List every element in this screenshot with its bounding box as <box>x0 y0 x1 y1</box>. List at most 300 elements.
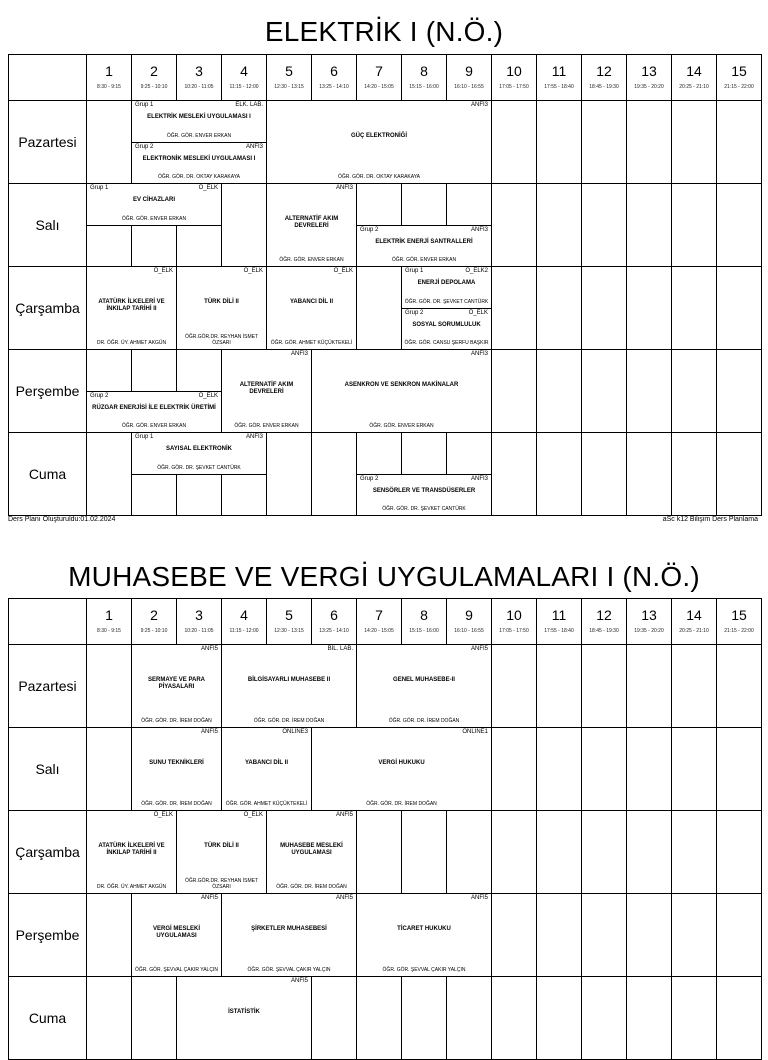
lesson-teacher: ÖĞR. GÖR. CANSU ŞERFU BAŞKIR <box>404 340 489 346</box>
lesson-block[interactable] <box>131 893 222 977</box>
lesson-teacher: ÖĞR. GÖR. ENVER ERKAN <box>121 423 187 429</box>
empty-slot <box>717 433 762 516</box>
empty-slot <box>402 977 447 1060</box>
lesson-room: ANFİ3 <box>335 185 353 191</box>
lesson-room: O_ELK <box>468 310 488 316</box>
period-header <box>177 599 222 645</box>
lesson-room: ANFİ5 <box>470 646 488 652</box>
empty-slot <box>447 811 492 894</box>
period-time: 14:20 - 15:05 <box>364 628 394 634</box>
empty-slot <box>357 811 402 894</box>
lesson-block[interactable] <box>221 727 312 811</box>
period-time: 9:25 - 10:10 <box>140 628 168 634</box>
empty-slot <box>357 267 402 350</box>
empty-slot <box>492 894 537 977</box>
corner-cell <box>9 55 87 101</box>
empty-slot <box>87 101 132 184</box>
lesson-name: VERGİ HUKUKU <box>378 760 425 766</box>
period-number: 15 <box>731 63 747 79</box>
day-label: Pazartesi <box>18 678 77 694</box>
period-time: 16:10 - 16:55 <box>454 84 484 90</box>
empty-slot <box>537 811 582 894</box>
lesson-teacher: DR. ÖĞR. ÜY. AHMET AKGÜN <box>96 340 167 346</box>
lesson-teacher: ÖĞR. GÖR. DR. OKTAY KARAKAYA <box>337 174 421 180</box>
lesson-block[interactable] <box>86 266 177 350</box>
day-label: Cuma <box>28 466 67 482</box>
period-number: 7 <box>375 63 383 79</box>
period-time: 13:25 - 14:10 <box>319 628 349 634</box>
lesson-teacher: ÖĞR. GÖR. DR. ŞEVKET CANTÜRK <box>404 299 489 305</box>
period-header <box>222 599 267 645</box>
period-header <box>87 55 132 101</box>
lesson-block[interactable] <box>401 308 492 350</box>
period-time: 16:10 - 16:55 <box>454 628 484 634</box>
period-time: 15:15 - 16:00 <box>409 84 439 90</box>
empty-slot <box>492 728 537 811</box>
lesson-block[interactable] <box>176 266 267 350</box>
lesson-name: GENEL MUHASEBE-II <box>393 677 455 683</box>
lesson-block[interactable] <box>266 266 357 350</box>
period-number: 6 <box>330 63 338 79</box>
lesson-block[interactable] <box>131 432 267 475</box>
empty-slot <box>627 645 672 728</box>
period-time: 17:05 - 17:50 <box>499 628 529 634</box>
empty-slot <box>627 811 672 894</box>
period-number: 10 <box>506 607 522 623</box>
lesson-name: ALTERNATİF AKIM DEVRELERİ <box>284 216 339 229</box>
empty-slot <box>537 728 582 811</box>
lesson-name: İSTATİSTİK <box>228 1009 260 1015</box>
period-time: 17:55 - 18:40 <box>544 628 574 634</box>
lesson-block[interactable] <box>221 644 357 728</box>
lesson-block[interactable] <box>86 810 177 894</box>
lesson-name: MUHASEBE MESLEKİ UYGULAMASI <box>280 843 343 856</box>
period-time: 17:05 - 17:50 <box>499 84 529 90</box>
lesson-teacher: ÖĞR. GÖR. ENVER ERKAN <box>391 257 457 263</box>
lesson-room: ANFİ5 <box>200 729 218 735</box>
empty-slot <box>582 433 627 516</box>
period-number: 12 <box>596 607 612 623</box>
lesson-room: ONLINE1 <box>462 729 488 735</box>
lesson-block[interactable] <box>131 142 267 184</box>
period-time: 20:25 - 21:10 <box>679 628 709 634</box>
lesson-block[interactable] <box>131 100 267 143</box>
lesson-room: ANFİ5 <box>470 895 488 901</box>
day-cell <box>9 267 87 350</box>
footer-software: aSc k12 Bilişim Ders Planlama <box>662 516 758 523</box>
period-time: 13:25 - 14:10 <box>319 84 349 90</box>
empty-slot <box>672 433 717 516</box>
lesson-name: SOSYAL SORUMLULUK <box>412 322 481 328</box>
empty-slot <box>357 977 402 1060</box>
lesson-room: ANFİ3 <box>470 227 488 233</box>
period-time: 18:45 - 19:30 <box>589 628 619 634</box>
lesson-room: O_ELK <box>243 812 263 818</box>
period-header <box>312 599 357 645</box>
empty-slot <box>402 811 447 894</box>
period-time: 19:35 - 20:20 <box>634 84 664 90</box>
period-time: 17:55 - 18:40 <box>544 84 574 90</box>
lesson-name: YABANCI DİL II <box>244 760 288 766</box>
lesson-name: ALTERNATİF AKIM DEVRELERİ <box>239 382 294 395</box>
lesson-room: O_ELK <box>243 268 263 274</box>
period-number: 10 <box>506 63 522 79</box>
period-number: 5 <box>285 607 293 623</box>
lesson-block[interactable] <box>356 474 492 516</box>
period-header <box>312 55 357 101</box>
empty-slot <box>717 184 762 267</box>
empty-slot <box>537 977 582 1060</box>
lesson-name: ATATÜRK İLKELERİ VE İNKILAP TARİHİ II <box>98 843 165 856</box>
period-number: 4 <box>240 607 248 623</box>
lesson-name: TİCARET HUKUKU <box>397 926 451 932</box>
empty-slot <box>582 101 627 184</box>
lesson-name: YABANCI DİL II <box>289 299 333 305</box>
lesson-teacher: ÖĞR. GÖR. ENVER ERKAN <box>279 257 344 263</box>
day-label: Perşembe <box>15 927 80 943</box>
period-time: 15:15 - 16:00 <box>409 628 439 634</box>
period-header <box>87 599 132 645</box>
lesson-room: O_ELK <box>333 268 353 274</box>
lesson-name: ELEKTRİK ENERJİ SANTRALLERİ <box>375 239 473 245</box>
period-number: 1 <box>105 607 113 623</box>
period-header <box>672 55 717 101</box>
lesson-name: SERMAYE VE PARA PİYASALARI <box>147 677 205 690</box>
period-time: 9:25 - 10:10 <box>140 84 168 90</box>
lesson-block[interactable] <box>266 810 357 894</box>
lesson-teacher: ÖĞR. GÖR. ENVER ERKAN <box>121 216 187 222</box>
period-number: 13 <box>641 607 657 623</box>
lesson-teacher: ÖĞR. GÖR. ŞEVVAL ÇAKIR YALÇIN <box>382 967 466 973</box>
day-cell <box>9 811 87 894</box>
empty-slot <box>132 977 177 1060</box>
day-cell <box>9 433 87 516</box>
period-number: 12 <box>596 63 612 79</box>
empty-slot <box>447 977 492 1060</box>
empty-slot <box>672 101 717 184</box>
lesson-room: O_ELK <box>153 812 173 818</box>
lesson-room: O_ELK2 <box>465 268 488 274</box>
lesson-block[interactable] <box>221 893 357 977</box>
period-header <box>582 55 627 101</box>
timetable-title: MUHASEBE VE VERGİ UYGULAMALARI I (N.Ö.) <box>68 561 700 592</box>
period-header <box>492 55 537 101</box>
period-number: 8 <box>420 607 428 623</box>
lesson-group: Grup 2 <box>135 144 154 150</box>
empty-slot <box>627 977 672 1060</box>
lesson-name: EV CİHAZLARI <box>133 197 175 203</box>
period-header <box>537 599 582 645</box>
empty-slot <box>717 350 762 433</box>
empty-slot <box>87 977 132 1060</box>
lesson-teacher: ÖĞR.GÖR.DR. REYHAN İSMET ÖZSARI <box>184 878 259 890</box>
period-number: 15 <box>731 607 747 623</box>
empty-slot <box>537 894 582 977</box>
period-number: 11 <box>551 63 567 79</box>
period-time: 11:15 - 12:00 <box>229 628 259 634</box>
period-header <box>222 55 267 101</box>
empty-slot <box>492 433 537 516</box>
period-time: 8:30 - 9:15 <box>97 84 121 90</box>
empty-slot <box>672 350 717 433</box>
period-number: 2 <box>150 607 158 623</box>
period-number: 4 <box>240 63 248 79</box>
period-header <box>177 55 222 101</box>
empty-slot <box>87 645 132 728</box>
lesson-group: Grup 1 <box>90 185 109 191</box>
lesson-name: RÜZGAR ENERJİSİ İLE ELEKTRİK ÜRETİMİ <box>92 405 216 411</box>
lesson-room: ONLINE3 <box>282 729 308 735</box>
lesson-room: BİL. LAB. <box>327 646 353 652</box>
lesson-block[interactable] <box>266 100 492 184</box>
lesson-block[interactable] <box>356 644 492 728</box>
lesson-name: ASENKRON VE SENKRON MAKİNALAR <box>344 382 459 388</box>
empty-slot <box>492 977 537 1060</box>
lesson-room: ANFİ3 <box>290 351 308 357</box>
period-time: 12:30 - 13:15 <box>274 628 304 634</box>
period-header <box>267 599 312 645</box>
day-label: Pazartesi <box>18 134 77 150</box>
lesson-teacher: ÖĞR. GÖR. ENVER ERKAN <box>166 133 232 139</box>
period-header <box>717 55 762 101</box>
empty-slot <box>717 811 762 894</box>
lesson-name: SUNU TEKNİKLERİ <box>149 760 204 766</box>
day-cell <box>9 645 87 728</box>
period-time: 19:35 - 20:20 <box>634 628 664 634</box>
lesson-teacher: ÖĞR. GÖR. DR. ŞEVKET CANTÜRK <box>157 465 241 471</box>
lesson-group: Grup 1 <box>135 102 154 108</box>
empty-slot <box>492 101 537 184</box>
lesson-name: SAYISAL ELEKTRONİK <box>165 446 232 452</box>
period-header <box>627 55 672 101</box>
empty-slot <box>537 645 582 728</box>
empty-slot <box>627 101 672 184</box>
lesson-teacher: ÖĞR. GÖR. ŞEVVAL ÇAKIR YALÇIN <box>247 967 331 973</box>
empty-slot <box>672 184 717 267</box>
period-time: 14:20 - 15:05 <box>364 84 394 90</box>
lesson-teacher: ÖĞR.GÖR.DR. REYHAN İSMET ÖZSARI <box>184 334 259 346</box>
empty-slot <box>582 811 627 894</box>
lesson-group: Grup 2 <box>90 393 109 399</box>
period-header <box>627 599 672 645</box>
empty-slot <box>492 811 537 894</box>
lesson-room: ANFİ5 <box>200 646 218 652</box>
lesson-room: ANFİ5 <box>335 895 353 901</box>
period-number: 3 <box>195 63 203 79</box>
empty-slot <box>87 894 132 977</box>
lesson-teacher: ÖĞR. GÖR. DR. İREM DOĞAN <box>141 801 212 807</box>
empty-slot <box>492 350 537 433</box>
lesson-name: VERGİ MESLEKİ UYGULAMASI <box>152 926 200 939</box>
day-label: Çarşamba <box>15 844 80 860</box>
lesson-block[interactable] <box>356 893 492 977</box>
empty-slot <box>717 728 762 811</box>
lesson-block[interactable] <box>86 183 222 226</box>
empty-slot <box>627 433 672 516</box>
period-header <box>537 55 582 101</box>
lesson-name: TÜRK DİLİ II <box>204 843 239 849</box>
lesson-block[interactable] <box>356 225 492 267</box>
period-header <box>402 599 447 645</box>
empty-slot <box>492 267 537 350</box>
empty-slot <box>627 728 672 811</box>
empty-slot <box>537 350 582 433</box>
period-header <box>402 55 447 101</box>
lesson-room: ANFİ5 <box>290 978 308 984</box>
period-header <box>132 55 177 101</box>
lesson-teacher: ÖĞR. GÖR. ENVER ERKAN <box>234 423 299 429</box>
lesson-block[interactable] <box>176 976 312 1060</box>
lesson-group: Grup 2 <box>405 310 424 316</box>
lesson-room: ANFİ3 <box>470 476 488 482</box>
lesson-room: ANFİ5 <box>200 895 218 901</box>
period-number: 2 <box>150 63 158 79</box>
empty-slot <box>537 433 582 516</box>
day-label: Salı <box>35 217 60 233</box>
lesson-room: O_ELK <box>198 393 218 399</box>
empty-slot <box>717 267 762 350</box>
lesson-room: ANFİ3 <box>245 434 263 440</box>
lesson-block[interactable] <box>176 810 267 894</box>
empty-slot <box>672 977 717 1060</box>
period-number: 14 <box>686 607 702 623</box>
period-header <box>357 599 402 645</box>
period-number: 5 <box>285 63 293 79</box>
period-header <box>132 599 177 645</box>
empty-slot <box>582 728 627 811</box>
period-time: 11:15 - 12:00 <box>229 84 259 90</box>
day-cell <box>9 894 87 977</box>
lesson-name: TÜRK DİLİ II <box>204 299 239 305</box>
lesson-room: ANFİ3 <box>245 144 263 150</box>
period-time: 21:15 - 22:00 <box>724 84 754 90</box>
empty-slot <box>672 267 717 350</box>
lesson-block[interactable] <box>131 644 222 728</box>
day-cell <box>9 977 87 1060</box>
empty-slot <box>582 184 627 267</box>
empty-slot <box>717 645 762 728</box>
period-number: 6 <box>330 607 338 623</box>
empty-slot <box>312 977 357 1060</box>
empty-slot <box>582 645 627 728</box>
lesson-block[interactable] <box>311 727 492 811</box>
lesson-name: GÜÇ ELEKTRONİĞİ <box>350 133 407 139</box>
empty-slot <box>222 184 267 267</box>
lesson-name: BİLGİSAYARLI MUHASEBE II <box>247 677 331 683</box>
lesson-block[interactable] <box>401 266 492 309</box>
empty-slot <box>267 433 312 516</box>
day-label: Çarşamba <box>15 300 80 316</box>
corner-cell <box>9 599 87 645</box>
period-number: 3 <box>195 607 203 623</box>
period-time: 12:30 - 13:15 <box>274 84 304 90</box>
period-header <box>582 599 627 645</box>
empty-slot <box>672 811 717 894</box>
period-header <box>672 599 717 645</box>
period-number: 1 <box>105 63 113 79</box>
empty-slot <box>87 728 132 811</box>
period-time: 21:15 - 22:00 <box>724 628 754 634</box>
lesson-group: Grup 1 <box>405 268 424 274</box>
period-number: 14 <box>686 63 702 79</box>
period-header <box>447 599 492 645</box>
period-header <box>267 55 312 101</box>
empty-slot <box>717 977 762 1060</box>
lesson-group: Grup 1 <box>135 434 154 440</box>
lesson-block[interactable] <box>131 727 222 811</box>
period-header <box>447 55 492 101</box>
period-number: 13 <box>641 63 657 79</box>
lesson-teacher: ÖĞR. GÖR. DR. İREM DOĞAN <box>366 801 437 807</box>
period-time: 8:30 - 9:15 <box>97 628 121 634</box>
empty-slot <box>537 101 582 184</box>
lesson-teacher: ÖĞR. GÖR. DR. İREM DOĞAN <box>253 718 325 724</box>
lesson-teacher: ÖĞR. GÖR. DR. OKTAY KARAKAYA <box>157 174 241 180</box>
empty-slot <box>537 184 582 267</box>
lesson-name: ENERJİ DEPOLAMA <box>417 280 476 286</box>
empty-slot <box>582 267 627 350</box>
day-cell <box>9 184 87 267</box>
empty-slot <box>627 894 672 977</box>
lesson-teacher: ÖĞR. GÖR. DR. İREM DOĞAN <box>141 718 212 724</box>
period-number: 7 <box>375 607 383 623</box>
lesson-teacher: ÖĞR. GÖR. DR. İREM DOĞAN <box>276 884 347 890</box>
day-label: Cuma <box>28 1010 67 1026</box>
lesson-room: ANFİ5 <box>335 812 353 818</box>
lesson-teacher: ÖĞR. GÖR. AHMET KÜÇÜKTEKELİ <box>225 801 308 807</box>
lesson-name: SENSÖRLER VE TRANSDÜSERLER <box>372 488 476 494</box>
empty-slot <box>582 977 627 1060</box>
lesson-group: Grup 2 <box>360 227 379 233</box>
period-time: 20:25 - 21:10 <box>679 84 709 90</box>
lesson-name: ELEKTRONİK MESLEKİ UYGULAMASI I <box>142 156 256 162</box>
timetable-title: ELEKTRİK I (N.Ö.) <box>264 16 504 47</box>
empty-slot <box>627 350 672 433</box>
period-number: 9 <box>465 63 473 79</box>
period-number: 9 <box>465 607 473 623</box>
lesson-name: ATATÜRK İLKELERİ VE İNKILAP TARİHİ II <box>98 299 165 312</box>
period-number: 11 <box>551 607 567 623</box>
empty-slot <box>537 267 582 350</box>
footer-created-date: Ders Planı Oluşturuldu:01.02.2024 <box>8 516 116 523</box>
empty-slot <box>672 728 717 811</box>
lesson-block[interactable] <box>86 391 222 433</box>
day-label: Salı <box>35 761 60 777</box>
period-time: 10:20 - 11:05 <box>184 628 214 634</box>
lesson-name: ŞİRKETLER MUHASEBESİ <box>251 926 327 932</box>
day-cell <box>9 728 87 811</box>
lesson-block[interactable] <box>266 183 357 267</box>
lesson-room: ELK. LAB. <box>235 102 263 108</box>
lesson-room: ANFİ3 <box>470 102 488 108</box>
empty-slot <box>582 350 627 433</box>
lesson-group: Grup 2 <box>360 476 379 482</box>
day-cell <box>9 350 87 433</box>
empty-slot <box>87 433 132 516</box>
empty-slot <box>717 101 762 184</box>
lesson-block[interactable] <box>311 349 492 433</box>
period-time: 18:45 - 19:30 <box>589 84 619 90</box>
lesson-teacher: ÖĞR. GÖR. DR. İREM DOĞAN <box>388 718 460 724</box>
empty-slot <box>672 894 717 977</box>
period-time: 10:20 - 11:05 <box>184 84 214 90</box>
day-label: Perşembe <box>15 383 80 399</box>
empty-slot <box>627 184 672 267</box>
period-number: 8 <box>420 63 428 79</box>
lesson-block[interactable] <box>221 349 312 433</box>
lesson-room: O_ELK <box>198 185 218 191</box>
lesson-name: ELEKTRİK MESLEKİ UYGULAMASI I <box>147 114 251 120</box>
